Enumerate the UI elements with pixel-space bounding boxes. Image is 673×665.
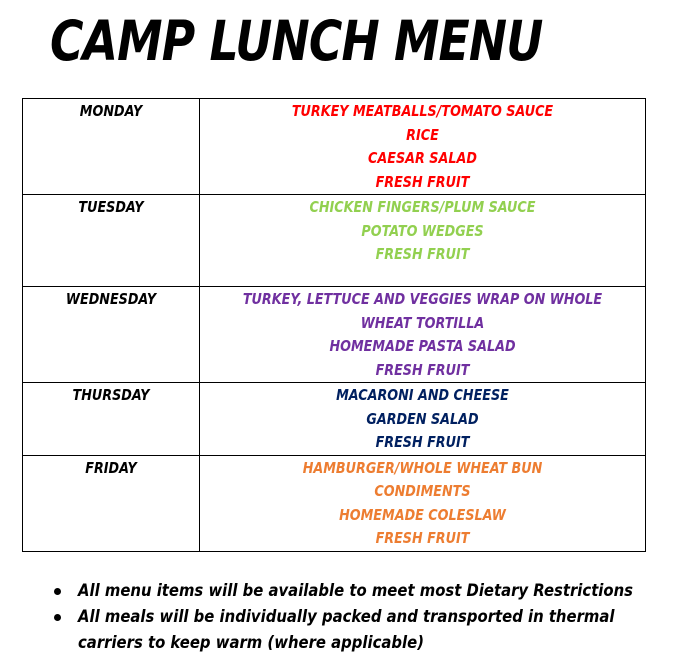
menu-item: FRESH FRUIT [375, 245, 470, 263]
note-text: All meals will be individually packed and transported in thermal carriers to keep warm (where applicable) [78, 607, 615, 652]
menu-item: RICE [406, 125, 439, 144]
menu-items-cell [200, 99, 646, 195]
menu-item: TURKEY, LETTUCE AND VEGGIES WRAP ON WHOLE [242, 290, 603, 308]
menu-items-cell [200, 195, 646, 287]
menu-item: CAESAR SALAD [368, 149, 477, 167]
note-item [50, 578, 650, 604]
menu-row-friday [23, 455, 646, 551]
menu-items-cell [200, 383, 646, 456]
menu-items-cell [200, 287, 646, 383]
menu-item: HAMBURGER/WHOLE WHEAT BUN [302, 458, 543, 477]
menu-item: CHICKEN FINGERS/PLUM SAUCE [309, 198, 536, 216]
menu-item: FRESH FRUIT [375, 433, 470, 451]
menu-item: FRESH FRUIT [375, 529, 470, 547]
menu-item: FRESH FRUIT [375, 172, 470, 191]
menu-item: FRESH FRUIT [375, 360, 470, 379]
menu-item: MACARONI AND CHEESE [336, 386, 509, 404]
menu-row-wednesday [23, 287, 646, 383]
menu-table [22, 98, 646, 552]
day-label: WEDNESDAY [65, 290, 157, 308]
menu-items-cell [200, 455, 646, 551]
menu-item: WHEAT TORTILLA [360, 313, 485, 332]
day-cell [23, 195, 200, 287]
day-label: FRIDAY [85, 458, 137, 477]
day-cell [23, 383, 200, 456]
menu-item: HOMEMADE COLESLAW [339, 505, 506, 524]
day-label: THURSDAY [72, 386, 150, 404]
menu-item: CONDIMENTS [374, 482, 471, 500]
note-item [50, 604, 650, 656]
menu-item: GARDEN SALAD [366, 409, 479, 428]
menu-row-tuesday [23, 195, 646, 287]
day-label: MONDAY [79, 102, 143, 120]
menu-row-thursday [23, 383, 646, 456]
menu-item: TURKEY MEATBALLS/TOMATO SAUCE [291, 102, 554, 120]
bullet-icon [54, 614, 61, 621]
day-cell [23, 287, 200, 383]
menu-item: HOMEMADE PASTA SALAD [329, 337, 516, 355]
day-cell [23, 455, 200, 551]
menu-item: POTATO WEDGES [361, 221, 484, 240]
page-title: CAMP LUNCH MENU [50, 9, 543, 73]
notes-list [50, 578, 650, 656]
menu-row-monday [23, 99, 646, 195]
bullet-icon [54, 588, 61, 595]
day-label: TUESDAY [78, 198, 144, 216]
note-text: All menu items will be available to meet most Dietary Restrictions [78, 581, 634, 600]
day-cell [23, 99, 200, 195]
